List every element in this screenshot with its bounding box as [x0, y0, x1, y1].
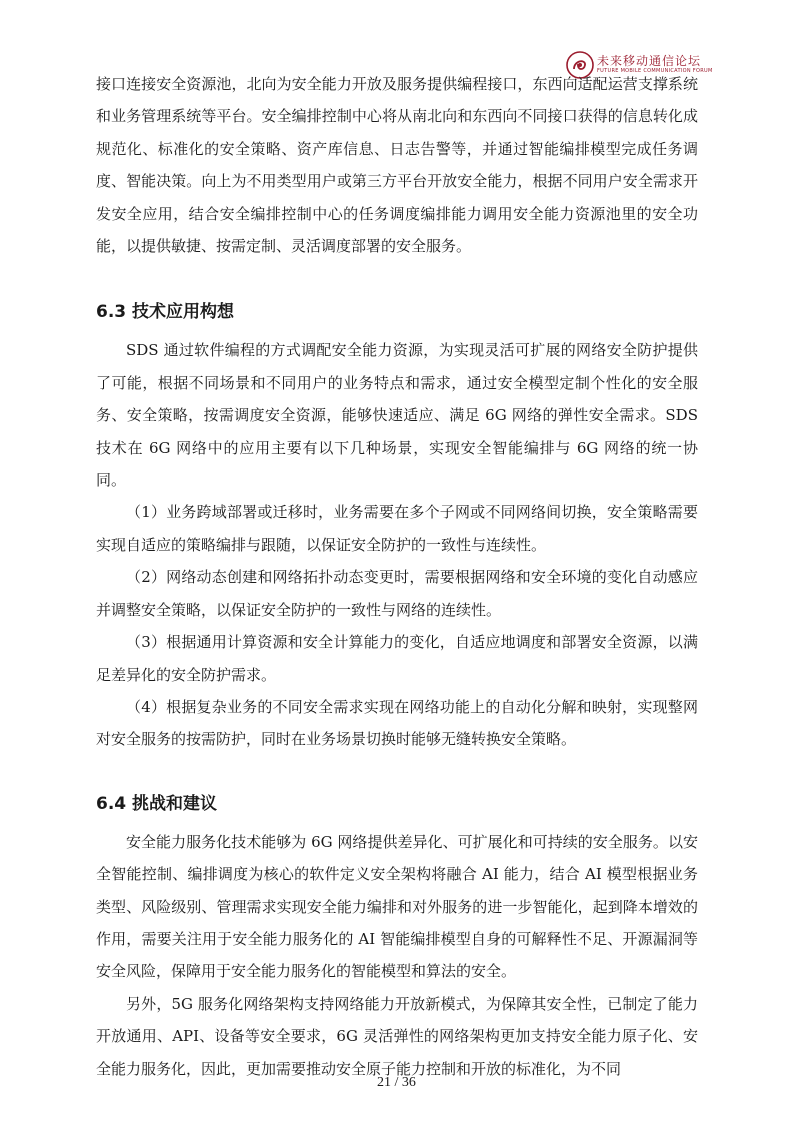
- document-body: [96, 68, 698, 1085]
- logo-english-name: FUTURE MOBILE COMMUNICATION FORUM: [597, 68, 713, 74]
- page-number: 21 / 36: [377, 1075, 416, 1090]
- section-6-4-heading: 6.4 挑战和建议: [96, 793, 218, 814]
- section-6-3-item-3: （3）根据通用计算资源和安全计算能力的变化，自适应地调度和部署安全资源，以满足差异化的安全防护需求。: [96, 633, 698, 684]
- section-6-3-heading: 6.3 技术应用构想: [96, 302, 235, 323]
- section-6-3-paragraph-1: SDS 通过软件编程的方式调配安全能力资源，为实现灵活可扩展的网络安全防护提供了可能，根据不同场景和不同用户的业务特点和需求，通过安全模型定制个性化的安全服务、安全策略，按需调度安全资源，能够快速适应、满足 6G 网络的弹性安全需求。SDS 技术在 6G 网络中的应用主要有以下几种场景，实现安全智能编排与 6G 网络的统一协同。: [96, 341, 698, 490]
- section-6-3-item-1: （1）业务跨域部署或迁移时，业务需要在多个子网或不同网络间切换，安全策略需要实现自适应的策略编排与跟随，以保证安全防护的一致性与连续性。: [96, 503, 698, 554]
- intro-paragraph: 接口连接安全资源池，北向为安全能力开放及服务提供编程接口，东西向适配运营支撑系统和业务管理系统等平台。安全编排控制中心将从南北向和东西向不同接口获得的信息转化成规范化、标准化的安全策略、资产库信息、日志告警等，并通过智能编排模型完成任务调度、智能决策。向上为不用类型用户或第三方平台开放安全能力，根据不同用户安全需求开发安全应用，结合安全编排控制中心的任务调度编排能力调用安全能力资源池里的安全功能，以提供敏捷、按需定制、灵活调度部署的安全服务。: [96, 75, 698, 256]
- section-6-4-paragraph-1: 安全能力服务化技术能够为 6G 网络提供差异化、可扩展化和可持续的安全服务。以安全智能控制、编排调度为核心的软件定义安全架构将融合 AI 能力，结合 AI 模型根据业务类型、风险级别、管理需求实现安全能力编排和对外服务的进一步智能化，起到降本增效的作用，需要关注用于安全能力服务化的 AI 智能编排模型自身的可解释性不足、开源漏洞等安全风险，保障用于安全能力服务化的智能模型和算法的安全。: [96, 832, 698, 981]
- logo-chinese-name: 未来移动通信论坛: [597, 54, 702, 68]
- section-6-4-paragraph-2: 另外，5G 服务化网络架构支持网络能力开放新模式，为保障其安全性，已制定了能力开放通用、API、设备等安全要求，6G 灵活弹性的网络架构更加支持安全能力原子化、安全能力服务化，因此，更加需要推动安全原子能力控制和开放的标准化，为不同: [96, 994, 698, 1078]
- section-6-3-item-4: （4）根据复杂业务的不同安全需求实现在网络功能上的自动化分解和映射，实现整网对安全服务的按需防护，同时在业务场景切换时能够无缝转换安全策略。: [96, 697, 698, 749]
- section-6-3-item-2: （2）网络动态创建和网络拓扑动态变更时，需要根据网络和安全环境的变化自动感应并调整安全策略，以保证安全防护的一致性与网络的连续性。: [96, 568, 698, 619]
